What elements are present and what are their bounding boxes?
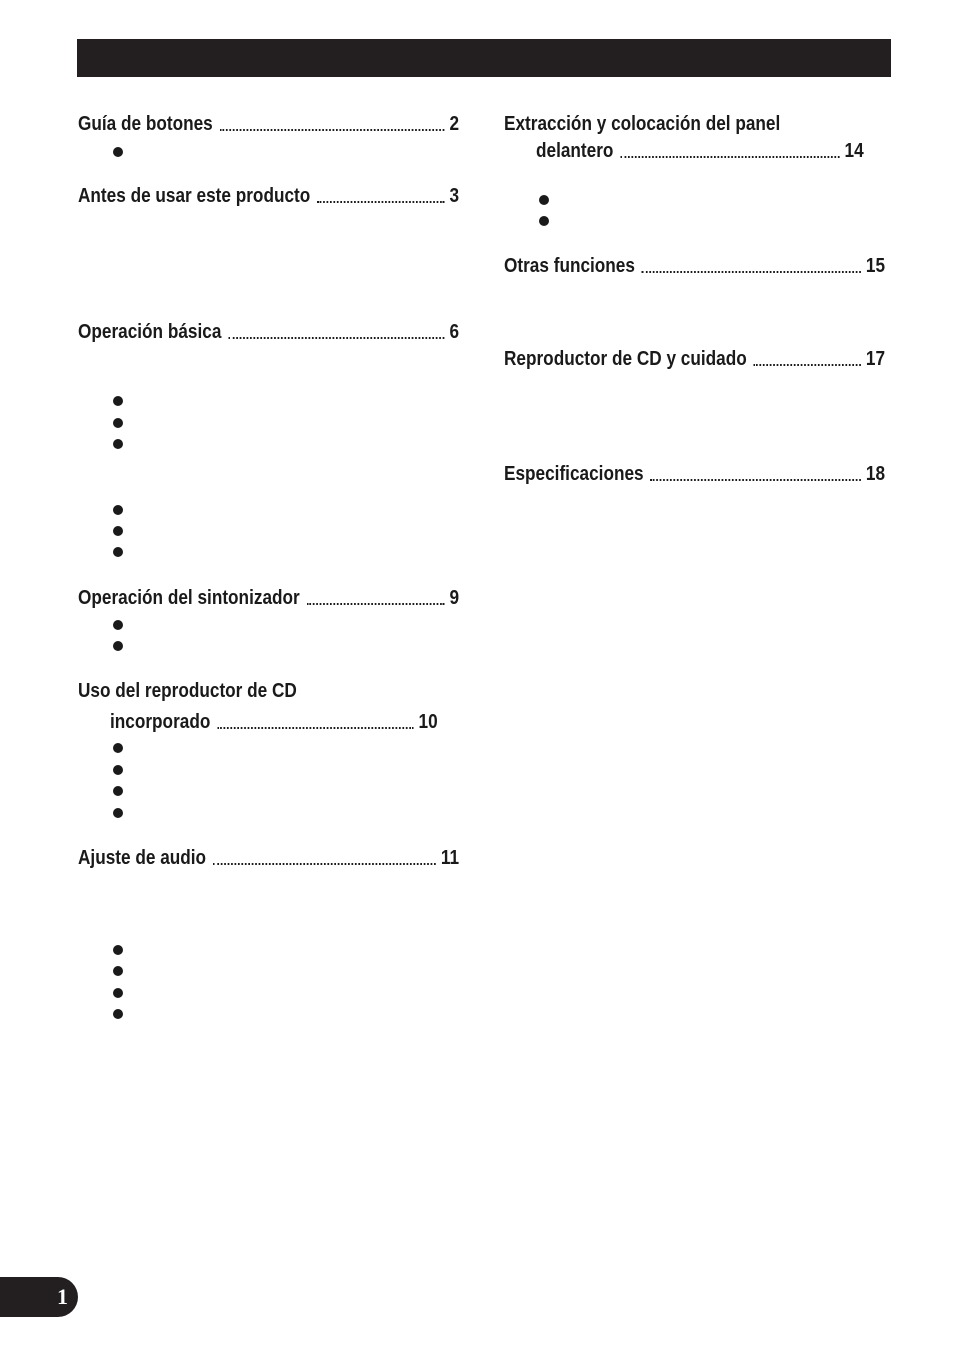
toc-entry-antes-de-usar[interactable] <box>78 184 459 208</box>
toc-leader-dots <box>642 271 861 273</box>
bullet-icon <box>113 439 123 449</box>
toc-entry-label: Reproductor de CD y cuidado <box>504 348 747 370</box>
bullet-icon <box>113 396 123 406</box>
toc-entry-page: 9 <box>449 587 460 609</box>
toc-entry-especificaciones[interactable] <box>504 462 885 486</box>
toc-entry-label: Otras funciones <box>504 255 635 277</box>
bullet-icon <box>113 808 123 818</box>
bullet-icon <box>113 547 123 557</box>
toc-entry-extraccion-panel[interactable] <box>536 139 864 163</box>
toc-entry-uso-reproductor[interactable] <box>110 710 438 734</box>
bullet-icon <box>113 765 123 775</box>
toc-entry-label: Especificaciones <box>504 463 644 485</box>
toc-entry-guia-de-botones[interactable] <box>78 112 459 136</box>
bullet-icon <box>113 147 123 157</box>
toc-entry-page: 11 <box>440 847 460 869</box>
bullet-icon <box>113 641 123 651</box>
toc-leader-dots <box>754 364 861 366</box>
bullet-icon <box>113 418 123 428</box>
toc-entry-title-line[interactable]: Extracción y colocación del panel <box>504 113 781 135</box>
toc-entry-operacion-basica[interactable] <box>78 320 459 344</box>
bullet-icon <box>113 988 123 998</box>
toc-entry-otras-funciones[interactable] <box>504 254 885 278</box>
bullet-icon <box>113 945 123 955</box>
toc-entry-page: 10 <box>418 711 438 733</box>
toc-entry-label: incorporado <box>110 711 211 733</box>
page-number-tab <box>0 1277 78 1317</box>
page-number: 1 <box>57 1284 68 1309</box>
toc-entry-label: delantero <box>536 140 614 162</box>
toc-entry-page: 3 <box>449 185 460 207</box>
toc-leader-dots <box>620 156 839 158</box>
toc-entry-sintonizador[interactable] <box>78 586 459 610</box>
bullet-icon <box>539 195 549 205</box>
toc-leader-dots <box>217 727 413 729</box>
header-bar <box>77 39 891 77</box>
toc-entry-label: Antes de usar este producto <box>78 185 311 207</box>
toc-leader-dots <box>213 863 436 865</box>
toc-leader-dots <box>317 201 444 203</box>
bullet-icon <box>113 966 123 976</box>
toc-entry-reproductor-cuidado[interactable] <box>504 347 885 371</box>
toc-entry-page: 14 <box>844 140 864 162</box>
bullet-icon <box>113 526 123 536</box>
toc-entry-ajuste-audio[interactable] <box>78 846 459 870</box>
bullet-icon <box>113 743 123 753</box>
bullet-icon <box>113 620 123 630</box>
toc-entry-page: 2 <box>449 113 460 135</box>
toc-leader-dots <box>228 337 444 339</box>
toc-entry-label: Ajuste de audio <box>78 847 207 869</box>
bullet-icon <box>113 786 123 796</box>
toc-entry-label: Operación básica <box>78 321 222 343</box>
toc-entry-page: 18 <box>865 463 886 485</box>
toc-leader-dots <box>650 479 860 481</box>
toc-entry-page: 6 <box>449 321 460 343</box>
toc-leader-dots <box>220 129 445 131</box>
bullet-icon <box>113 1009 123 1019</box>
bullet-icon <box>539 216 549 226</box>
bullet-icon <box>113 505 123 515</box>
toc-entry-title-line[interactable]: Uso del reproductor de CD <box>78 680 297 702</box>
toc-entry-page: 15 <box>865 255 886 277</box>
toc-entry-page: 17 <box>865 348 886 370</box>
toc-entry-label: Operación del sintonizador <box>78 587 300 609</box>
toc-leader-dots <box>307 603 445 605</box>
toc-entry-label: Guía de botones <box>78 113 213 135</box>
